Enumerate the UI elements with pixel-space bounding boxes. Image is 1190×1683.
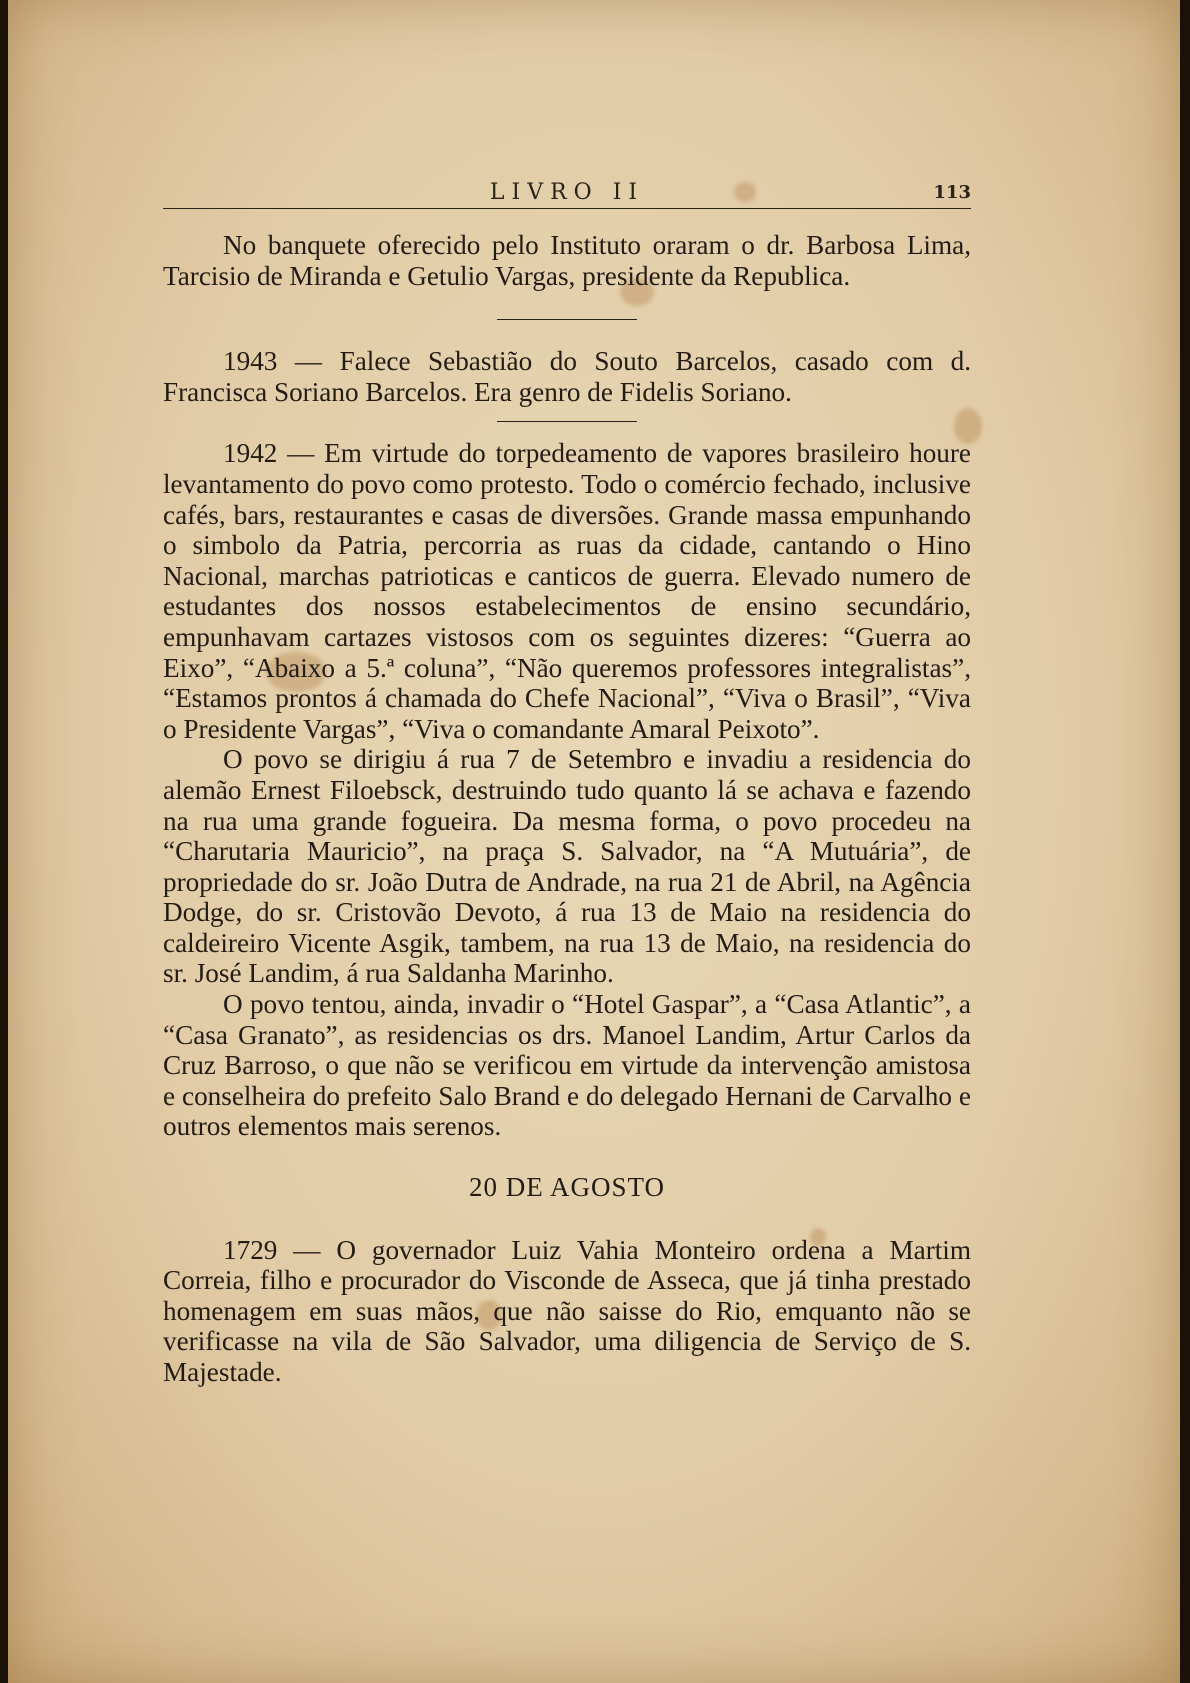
page-body <box>163 230 971 1388</box>
paragraph-povo-tentou: O povo tentou, ainda, invadir o “Hotel Gaspar”, a “Casa Atlantic”, a “Casa Granato”, as residencias os drs. Manoel Landim, Artur Carlos da Cruz Barroso, o que não se verificou em virtude da intervenção amistosa e conselheira do prefeito Salo Brand e do delegado Hernani de Carvalho e outros elementos mais serenos. <box>163 989 971 1142</box>
page-number: 113 <box>933 182 971 203</box>
paragraph-1943: 1943 — Falece Sebastião do Souto Barcelos, casado com d. Francisca Soriano Barcelos. Era genro de Fidelis Soriano. <box>163 346 971 407</box>
separator-rule <box>497 421 637 422</box>
paragraph-1729: 1729 — O governador Luiz Vahia Monteiro ordena a Martim Correia, filho e procurador do Visconde de Asseca, que já tinha prestado homenagem em suas mãos, que não saisse do Rio, emquanto não se verificasse na vila de São Salvador, uma diligencia de Serviço de S. Majestade. <box>163 1234 971 1387</box>
paragraph-1942: 1942 — Em virtude do torpedeamento de vapores brasileiro houre levantamento do povo como protesto. Todo o comércio fechado, inclusive cafés, bars, restaurantes e casas de diversões. Grande massa empunhando o simbolo da Patria, percorria as ruas da cidade, cantando o Hino Nacional, marchas patrioticas e canticos de guerra. Elevado numero de estudantes dos nossos estabelecimentos de ensino secundário, empunhavam cartazes vistosos com os seguintes dizeres: “Guerra ao Eixo”, “Abaixo a 5.ª coluna”, “Não queremos professores integralistas”, “Estamos prontos á chamada do Chefe Nacional”, “Viva o Brasil”, “Viva o Presidente Vargas”, “Viva o comandante Amaral Peixoto”. <box>163 438 971 744</box>
separator-rule <box>497 319 637 320</box>
section-title: 20 DE AGOSTO <box>468 1172 666 1203</box>
running-head: LIVRO II <box>489 180 645 205</box>
paragraph-povo-dirigiu: O povo se dirigiu á rua 7 de Setembro e invadiu a residencia do alemão Ernest Filoebsck, destruindo tudo quanto lá se achava e fazendo na rua uma grande fogueira. Da mesma forma, o povo procedeu na “Charutaria Mauricio”, na praça S. Salvador, na “A Mutuária”, de propriedade do sr. João Dutra de Andrade, na rua 21 de Abril, na Agência Dodge, do sr. Cristovão Devoto, á rua 13 de Maio na residencia do caldeireiro Vicente Asgik, tambem, na rua 13 de Maio, na residencia do sr. José Landim, á rua Saldanha Marinho. <box>163 744 971 989</box>
book-page <box>8 0 1180 1683</box>
page-header <box>163 180 971 209</box>
paragraph-banquete: No banquete oferecido pelo Instituto oraram o dr. Barbosa Lima, Tarcisio de Miranda e Getulio Vargas, presidente da Republica. <box>163 230 971 291</box>
